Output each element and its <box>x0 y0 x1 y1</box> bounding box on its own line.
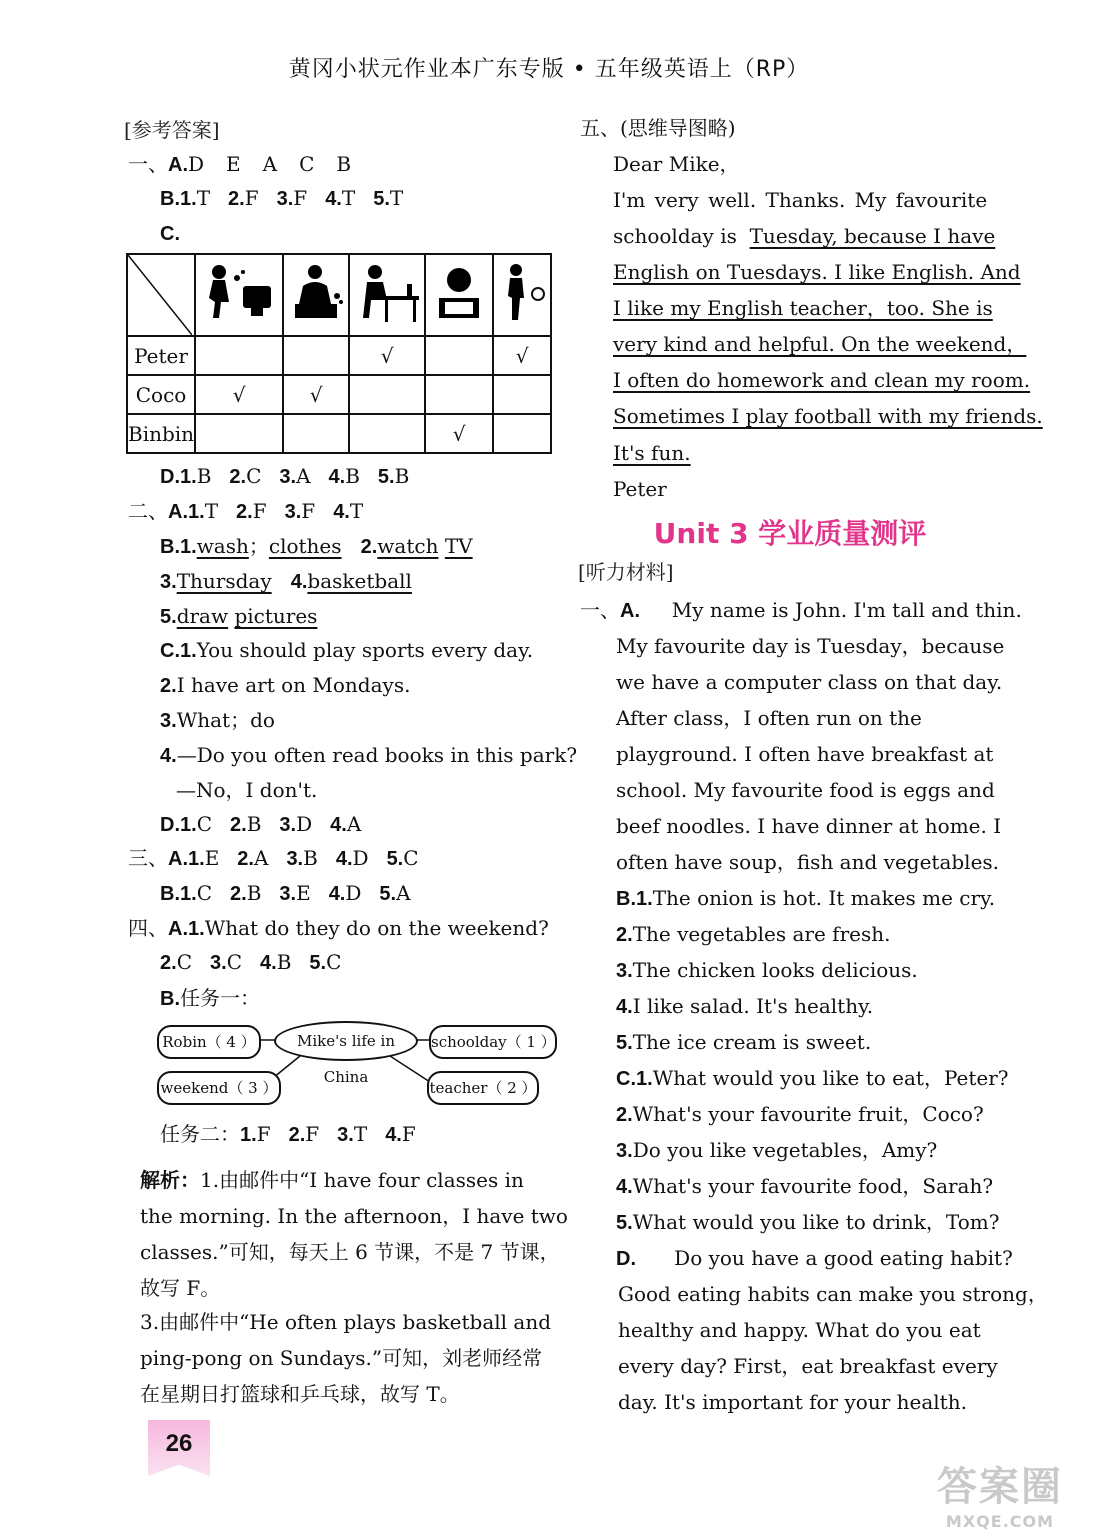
table-cell <box>349 375 425 414</box>
answer-item: 4.B <box>328 464 360 488</box>
answer-item: E <box>226 152 243 176</box>
listening-a-line: My favourite day is Tuesday，because <box>616 634 1005 658</box>
s2-c3-line: 3.What；do <box>160 708 275 732</box>
s2-d-line: D.1.C 2.B 3.D 4.A <box>160 812 362 836</box>
answer-item: 3.D <box>279 812 313 836</box>
s2-a-line: 二、A.1.T 2.F 3.F 4.T <box>128 499 364 523</box>
answer-item: A <box>262 152 280 176</box>
listening-c-item: 4.What's your favourite food，Sarah? <box>616 1174 994 1198</box>
analysis-3a: 3.由邮件中“He often plays basketball and <box>140 1310 552 1334</box>
answer-item: 2.B <box>230 881 262 905</box>
s2-c2-line: 2.I have art on Mondays. <box>160 673 411 697</box>
do-homework-icon <box>349 254 425 336</box>
answer-item: 5.B <box>377 464 410 488</box>
answer-item: 3.F <box>284 499 316 523</box>
s2-c4-reply: —No，I don't. <box>176 778 318 802</box>
answer-item: 2.B <box>230 812 262 836</box>
analysis-3b: ping-pong on Sundays.”可知，刘老师经常 <box>140 1346 543 1370</box>
mindmap-robin: Robin（ 4 ） <box>157 1025 261 1059</box>
s4-b-line: B.任务一： <box>160 986 260 1010</box>
table-cell <box>425 336 493 375</box>
row-name: Binbin <box>127 414 195 453</box>
watermark-logo-text: 答案圈 <box>937 1464 1063 1510</box>
answer-item: 4.A <box>330 812 362 836</box>
answer-item: 1.C <box>180 812 212 836</box>
listening-b-item: 5.The ice cream is sweet. <box>616 1030 872 1054</box>
letter-signature: Peter <box>613 477 667 501</box>
answer-item: 2.F <box>288 1122 320 1146</box>
answer-item: 3.T <box>337 1122 368 1146</box>
listening-b-item: 4.I like salad. It's healthy. <box>616 994 874 1018</box>
letter-line-5: very kind and helpful. On the weekend， <box>613 332 1027 356</box>
s4-a1-line: 四、A.1.What do they do on the weekend? <box>128 916 549 940</box>
s1-a-line: 一、A.D E A C B <box>128 152 354 176</box>
listening-a-line: After class，I often run on the <box>616 706 922 730</box>
unit-title: Unit 3 学业质量测评 <box>653 517 927 550</box>
answer-item: 4.B <box>260 950 292 974</box>
answer-item: 1.C <box>180 881 212 905</box>
listening-a-line: playground. I often have breakfast at <box>616 742 994 766</box>
s2-c1-line: C.1.You should play sports every day. <box>160 638 534 662</box>
play-football-icon <box>493 254 551 336</box>
answer-item: C <box>299 152 317 176</box>
table-cell <box>195 336 283 375</box>
watermark <box>915 1455 1085 1531</box>
table-cell: √ <box>283 375 349 414</box>
table-cell <box>195 414 283 453</box>
letter-line-7: Sometimes I play football with my friends. <box>613 404 1043 428</box>
listening-a-first: 一、A. My name is John. I'm tall and thin. <box>580 598 1022 622</box>
s1-c-label: C. <box>160 223 180 245</box>
answer-item: 5.T <box>373 186 404 210</box>
table-cell: √ <box>425 414 493 453</box>
listening-b-item: B.1.The onion is hot. It makes me cry. <box>616 886 996 910</box>
letter-line-2: schoolday is Tuesday, because I have <box>613 224 996 248</box>
table-cell <box>349 414 425 453</box>
answer-item: 4.F <box>385 1122 416 1146</box>
row-name: Peter <box>127 336 195 375</box>
listening-d-line: Good eating habits can make you strong， <box>618 1282 1048 1306</box>
listening-a-line: beef noodles. I have dinner at home. I <box>616 814 1002 838</box>
s2-b3-line: 3.Thursday 4.basketball <box>160 569 412 593</box>
answer-item: 2.C <box>229 464 262 488</box>
read-books-icon <box>425 254 493 336</box>
table-cell <box>283 336 349 375</box>
table-cell <box>425 375 493 414</box>
answer-item: 3.C <box>210 950 242 974</box>
table-cell <box>493 375 551 414</box>
wash-clothes-icon <box>195 254 283 336</box>
page-number: 26 <box>165 1430 193 1457</box>
answer-item: 1.F <box>240 1122 271 1146</box>
listening-d-line: day. It's important for your health. <box>618 1390 967 1414</box>
listening-d-first: D. Do you have a good eating habit? <box>616 1246 1013 1270</box>
mindmap-center: Mike's life in China <box>274 1021 418 1061</box>
row-name: Coco <box>127 375 195 414</box>
answer-item: 5.C <box>386 846 419 870</box>
answer-item: 5.C <box>309 950 342 974</box>
clean-room-icon <box>283 254 349 336</box>
listening-b-item: 2.The vegetables are fresh. <box>616 922 891 946</box>
answer-item: B <box>336 152 354 176</box>
s3-a-line: 三、A.1.E 2.A 3.B 4.D 5.C <box>128 846 419 870</box>
answer-item: D <box>188 152 207 176</box>
listening-a-line: school. My favourite food is eggs and <box>616 778 995 802</box>
analysis-1b: the morning. In the afternoon，I have two <box>140 1204 568 1228</box>
analysis-1a: 解析：1.由邮件中“I have four classes in <box>140 1168 524 1192</box>
s4-task2-line: 任务二：1.F 2.F 3.T 4.F <box>160 1122 416 1146</box>
listening-d-line: healthy and happy. What do you eat <box>618 1318 981 1342</box>
table-cell: √ <box>493 336 551 375</box>
s1-d-line: D.1.B 2.C 3.A 4.B 5.B <box>160 464 410 488</box>
mindmap-schoolday: schoolday（ 1 ） <box>429 1025 557 1059</box>
answer-item: 1.T <box>188 499 219 523</box>
table-cell: √ <box>195 375 283 414</box>
analysis-1c: classes.”可知，每天上 6 节课，不是 7 节课， <box>140 1240 560 1264</box>
listening-c-item: 3.Do you like vegetables，Amy? <box>616 1138 938 1162</box>
answer-item: 4.D <box>335 846 369 870</box>
letter-line-3: English on Tuesdays. I like English. And <box>613 260 1021 284</box>
analysis-1d: 故写 F。 <box>140 1276 221 1300</box>
page-header: 黄冈小状元作业本广东专版 • 五年级英语上（RP） <box>288 57 810 82</box>
listening-label: [听力材料] <box>578 560 674 584</box>
watermark-url: MXQE.COM <box>945 1512 1055 1531</box>
letter-greeting: Dear Mike， <box>613 152 740 176</box>
letter-line-6: I often do homework and clean my room. <box>613 368 1031 392</box>
analysis-3c: 在星期日打篮球和乒乓球，故写 T。 <box>140 1382 460 1406</box>
answer-item: 3.E <box>279 881 311 905</box>
answer-item: 1.E <box>188 846 220 870</box>
table-corner <box>127 254 195 336</box>
listening-d-line: every day? First，eat breakfast every <box>618 1354 998 1378</box>
table-cell <box>283 414 349 453</box>
table-cell <box>493 414 551 453</box>
answer-item: 4.D <box>328 881 362 905</box>
s4-a-line <box>160 948 341 977</box>
answer-item: 4.T <box>333 499 364 523</box>
answer-item: 1.B <box>180 464 212 488</box>
answer-label: [参考答案] <box>124 118 220 142</box>
table-cell: √ <box>349 336 425 375</box>
mindmap-weekend: weekend（ 3 ） <box>157 1071 281 1105</box>
answer-item: 2.F <box>228 186 259 210</box>
letter-line-4: I like my English teacher，too. She is <box>613 296 993 320</box>
activity-table <box>126 253 552 454</box>
listening-b-item: 3.The chicken looks delicious. <box>616 958 918 982</box>
answer-item: 1.T <box>180 186 211 210</box>
listening-c-item: 2.What's your favourite fruit，Coco? <box>616 1102 984 1126</box>
answer-item: 3.A <box>279 464 311 488</box>
s5-heading: 五、(思维导图略) <box>580 116 736 140</box>
answer-item: 5.A <box>379 881 411 905</box>
answer-item: 3.F <box>276 186 308 210</box>
answer-item: 2.F <box>236 499 267 523</box>
listening-a-line: often have soup，fish and vegetables. <box>616 850 1000 874</box>
answer-item: 3.B <box>286 846 318 870</box>
listening-c-item: 5.What would you like to drink，Tom? <box>616 1210 1000 1234</box>
letter-line-1: I'm very well. Thanks. My favourite <box>613 188 988 212</box>
s2-b5-line: 5.draw pictures <box>160 604 318 628</box>
s2-c4-line: 4.—Do you often read books in this park? <box>160 743 578 767</box>
letter-line-8: It's fun. <box>613 441 691 465</box>
answer-item: 2.A <box>237 846 269 870</box>
s3-b-line: B.1.C 2.B 3.E 4.D 5.A <box>160 881 411 905</box>
answer-item: 2.C <box>160 950 192 974</box>
s1-b-line: B.1.T 2.F 3.F 4.T 5.T <box>160 186 404 210</box>
listening-a-line: we have a computer class on that day. <box>616 670 1003 694</box>
listening-c-item: C.1.What would you like to eat，Peter? <box>616 1066 1009 1090</box>
mindmap-teacher: teacher（ 2 ） <box>427 1071 539 1105</box>
answer-item: 4.T <box>325 186 356 210</box>
s2-b1-line: B.1.wash；clothes 2.watch TV <box>160 534 473 558</box>
